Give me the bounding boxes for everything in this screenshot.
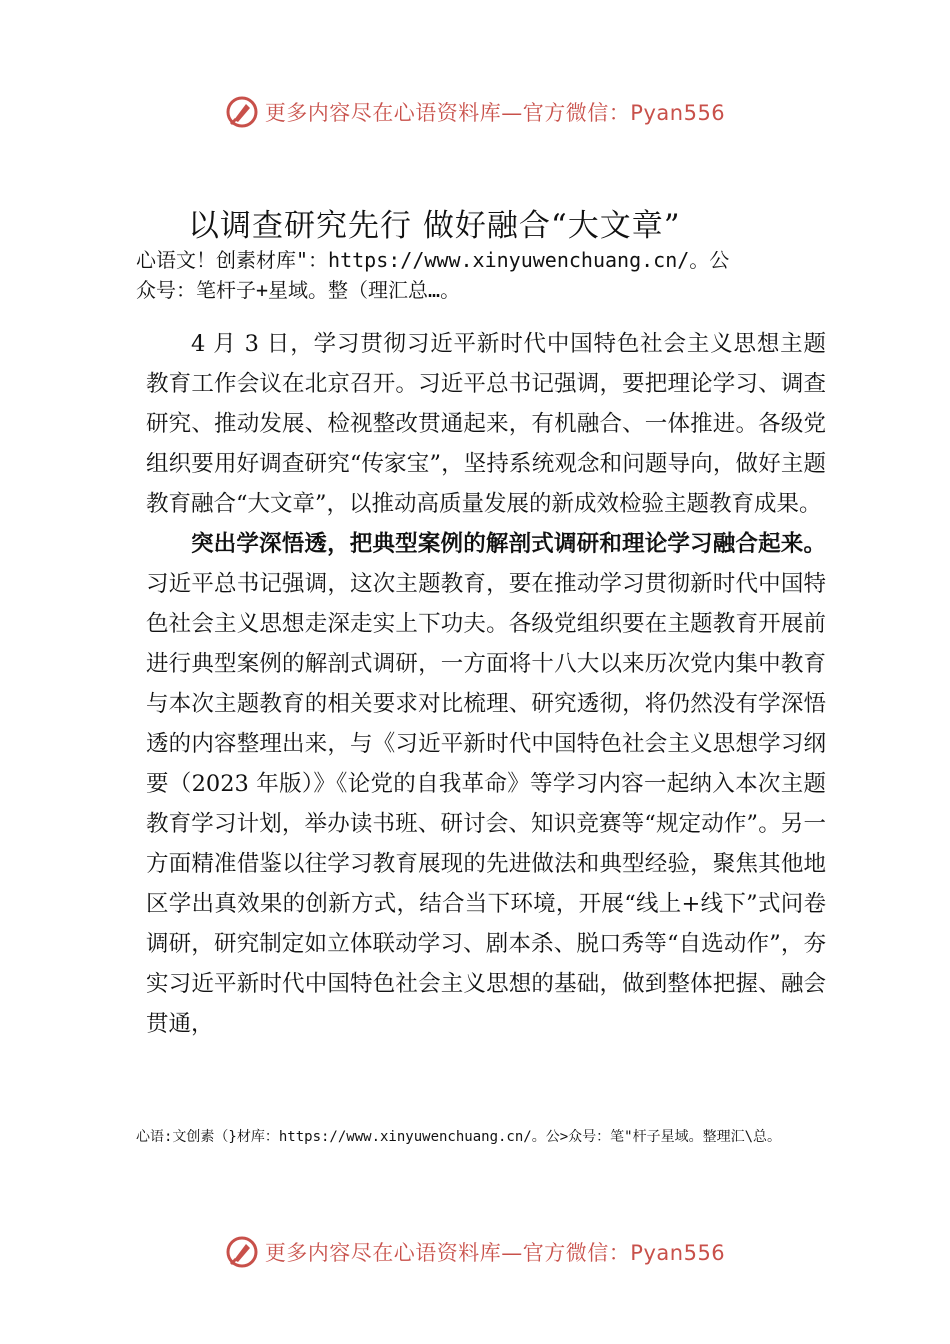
header-banner bbox=[0, 92, 950, 132]
watermark-line-1: 心语文！创素材库"：https://www.xinyuwenchuang.cn/。公 bbox=[136, 248, 730, 272]
footer-watermark-note: 心语:文创素（}材库：https://www.xinyuwenchuang.cn/。公>众号：笔"杆子星域。整理汇\总。 bbox=[136, 1129, 782, 1145]
pen-nib-logo bbox=[225, 1235, 259, 1269]
footer-banner bbox=[0, 1232, 950, 1272]
article-body bbox=[146, 324, 826, 1044]
pen-nib-logo bbox=[225, 95, 259, 129]
paragraph-1: 4 月 3 日，学习贯彻习近平新时代中国特色社会主义思想主题教育工作会议在北京召开。习近平总书记强调，要把理论学习、调查研究、推动发展、检视整改贯通起来，有机融合、一体推进。各级党组织要用好调查研究“传家宝”，坚持系统观念和问题导向，做好主题教育融合“大文章”，以推动高质量发展的新成效检验主题教育成果。 bbox=[146, 331, 826, 517]
footer-banner-text: 更多内容尽在心语资料库—官方微信：Pyan556 bbox=[264, 1241, 726, 1265]
document-title: 以调查研究先行 做好融合“大文章” bbox=[188, 208, 681, 244]
header-banner-text: 更多内容尽在心语资料库—官方微信：Pyan556 bbox=[264, 101, 726, 125]
paragraph-2-lead: 突出学深悟透，把典型案例的解剖式调研和理论学习融合起来。 bbox=[191, 531, 826, 557]
paragraph-2-body: 习近平总书记强调，这次主题教育，要在推动学习贯彻新时代中国特色社会主义思想走深走实上下功夫。各级党组织要在主题教育开展前进行典型案例的解剖式调研，一方面将十八大以来历次党内集中教育与本次主题教育的相关要求对比梳理、研究透彻，将仍然没有学深悟透的内容整理出来，与《习近平新时代中国特色社会主义思想学习纲要（2023 年版）》《论党的自我革命》等学习内容一起纳入本次主题教育学习计划，举办读书班、研讨会、知识竞赛等“规定动作”。另一方面精准借鉴以往学习教育展现的先进做法和典型经验，聚焦其他地区学出真效果的创新方式，结合当下环境，开展“线上+线下”式问卷调研，研究制定如立体联动学习、剧本杀、脱口秀等“自选动作”，夯实习近平新时代中国特色社会主义思想的基础，做到整体把握、融会贯通， bbox=[146, 571, 826, 1037]
paragraph-2 bbox=[146, 524, 826, 1044]
watermark-line-2: 众号：笔杆子+星域。整（理汇总…。 bbox=[136, 278, 461, 302]
